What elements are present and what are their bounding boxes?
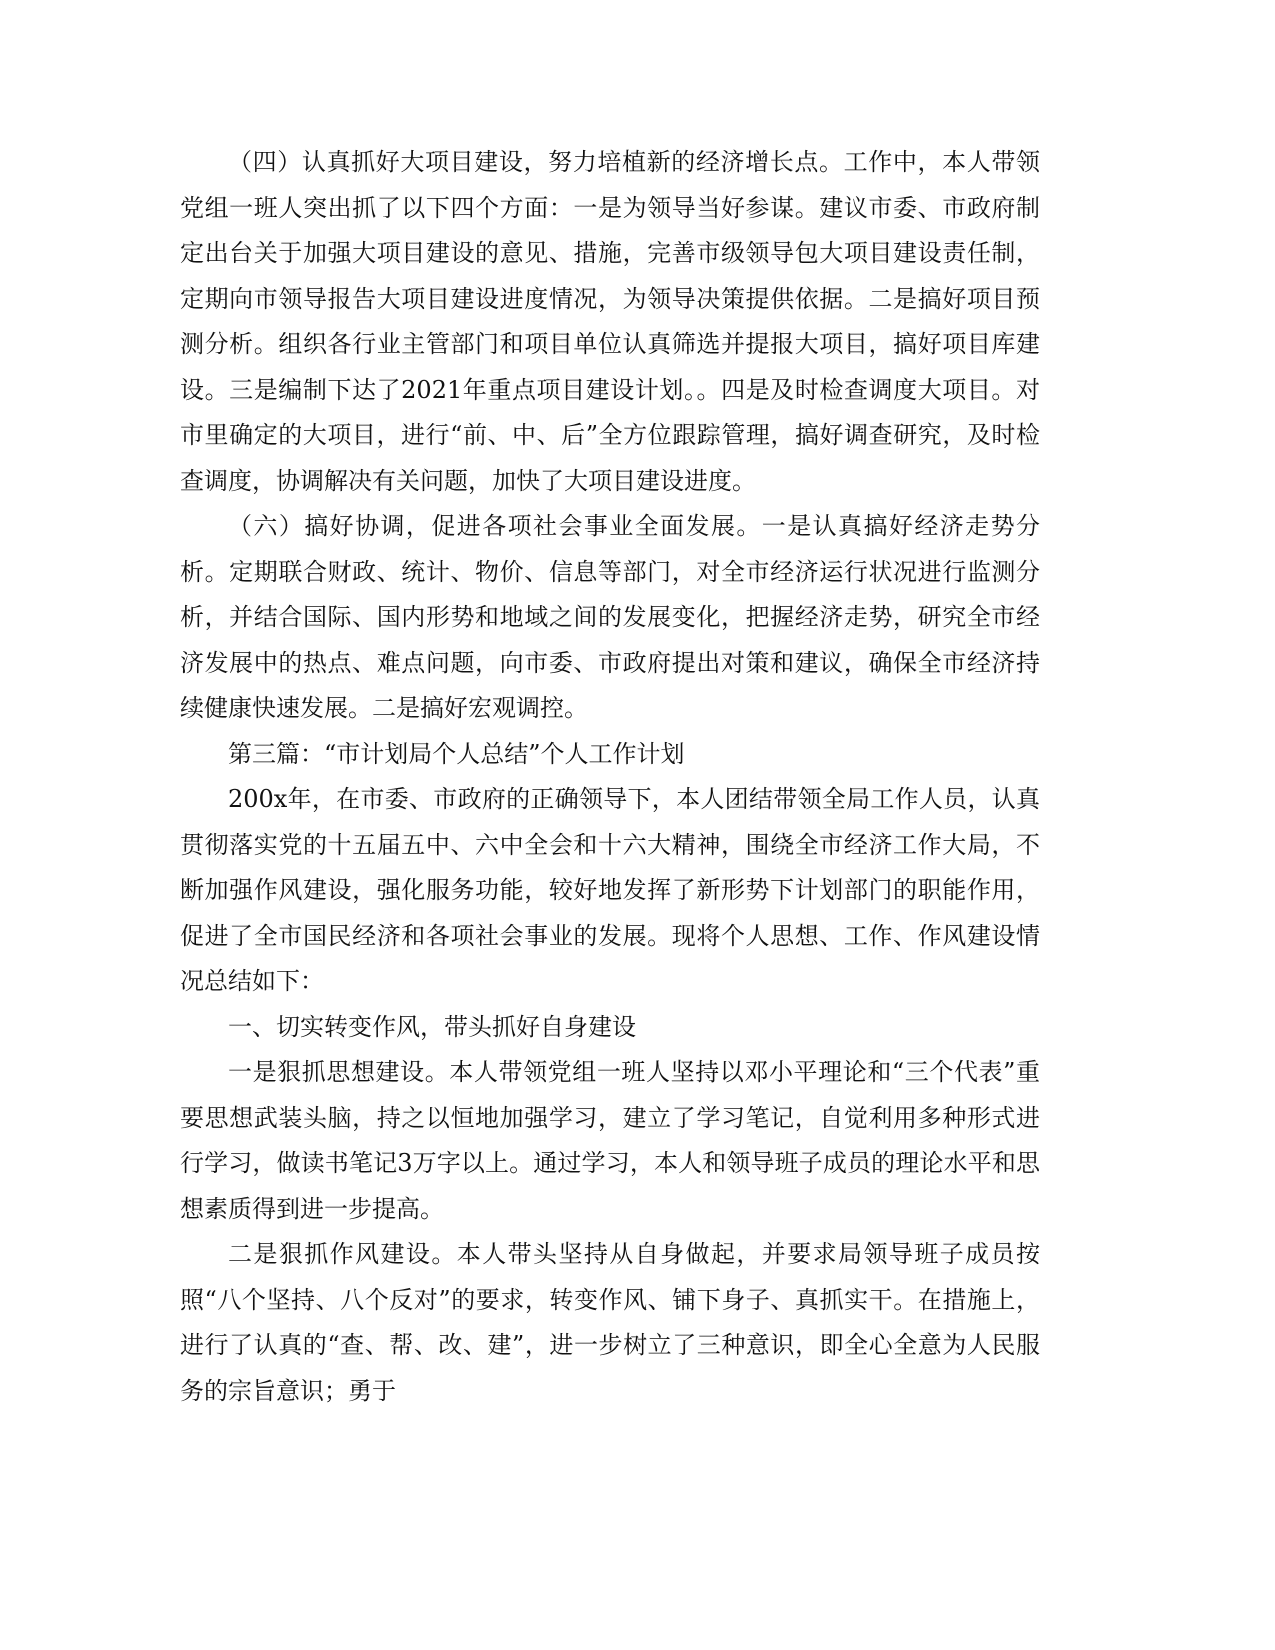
paragraph-work-style: 二是狠抓作风建设。本人带头坚持从自身做起，并要求局领导班子成员按照“八个坚持、八个反对”的要求，转变作风、铺下身子、真抓实干。在措施上，进行了认真的“查、帮、改、建”，进一步树立了三种意识，即全心全意为人民服务的宗旨意识；勇于	[180, 1240, 1040, 1405]
document-body	[180, 140, 1040, 1414]
paragraph-intro: 200x年，在市委、市政府的正确领导下，本人团结带领全局工作人员，认真贯彻落实党的十五届五中、六中全会和十六大精神，围绕全市经济工作大局，不断加强作风建设，强化服务功能，较好地发挥了新形势下计划部门的职能作用，促进了全市国民经济和各项社会事业的发展。现将个人思想、工作、作风建设情况总结如下：	[180, 785, 1040, 995]
paragraph-coordination: （六）搞好协调，促进各项社会事业全面发展。一是认真搞好经济走势分析。定期联合财政、统计、物价、信息等部门，对全市经济运行状况进行监测分析，并结合国际、国内形势和地域之间的发展变化，把握经济走势，研究全市经济发展中的热点、难点问题，向市委、市政府提出对策和建议，确保全市经济持续健康快速发展。二是搞好宏观调控。	[180, 512, 1040, 722]
subsection-heading: 一、切实转变作风，带头抓好自身建设	[228, 1012, 636, 1041]
paragraph-major-projects: （四）认真抓好大项目建设，努力培植新的经济增长点。工作中，本人带领党组一班人突出抓了以下四个方面：一是为领导当好参谋。建议市委、市政府制定出台关于加强大项目建设的意见、措施，完善市级领导包大项目建设责任制，定期向市领导报告大项目建设进度情况，为领导决策提供依据。二是搞好项目预测分析。组织各行业主管部门和项目单位认真筛选并提报大项目，搞好项目库建设。三是编制下达了2021年重点项目建设计划。。四是及时检查调度大项目。对市里确定的大项目，进行“前、中、后”全方位跟踪管理，搞好调查研究，及时检查调度，协调解决有关问题，加快了大项目建设进度。	[180, 148, 1040, 495]
paragraph-ideology: 一是狠抓思想建设。本人带领党组一班人坚持以邓小平理论和“三个代表”重要思想武装头脑，持之以恒地加强学习，建立了学习笔记，自觉利用多种形式进行学习，做读书笔记3万字以上。通过学习，本人和领导班子成员的理论水平和思想素质得到进一步提高。	[180, 1058, 1040, 1223]
section-heading: 第三篇：“市计划局个人总结”个人工作计划	[228, 739, 685, 768]
